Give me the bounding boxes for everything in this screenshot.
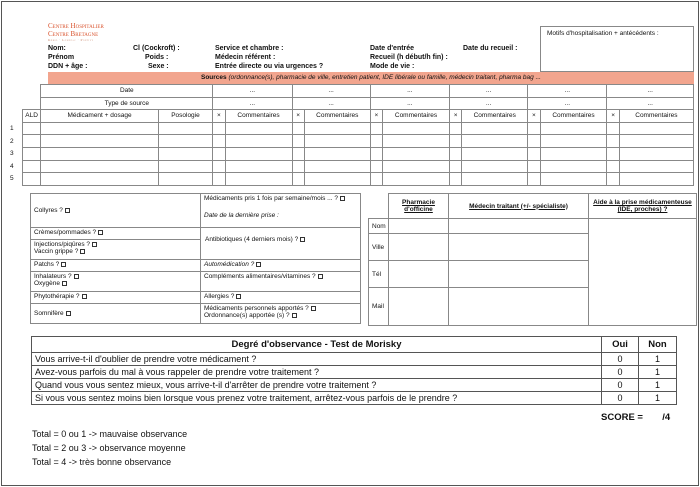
medecin-nom[interactable] xyxy=(449,219,589,234)
type-source-row xyxy=(10,97,694,110)
oxygene-checkbox[interactable] xyxy=(62,281,67,286)
morisky-non-value[interactable]: 1 xyxy=(639,366,677,379)
logo-sub: Kério · Loudéac · Pontivy xyxy=(48,38,94,42)
medication-cell[interactable] xyxy=(304,173,370,186)
medication-cell[interactable] xyxy=(528,173,540,186)
medication-cell[interactable] xyxy=(619,173,693,186)
type-cell[interactable]: ... xyxy=(528,97,607,110)
hospital-logo xyxy=(48,22,104,43)
medic-pris-checkbox[interactable] xyxy=(340,196,345,201)
phyto-checkbox[interactable] xyxy=(82,294,87,299)
cremes-checkbox[interactable] xyxy=(98,230,103,235)
medication-cell[interactable] xyxy=(449,173,461,186)
contacts-table xyxy=(368,193,697,326)
aide-cell[interactable] xyxy=(589,219,697,326)
motifs-box[interactable] xyxy=(540,26,694,72)
medication-cell[interactable] xyxy=(225,147,292,160)
motifs-label: Motifs d'hospitalisation + antécédents : xyxy=(547,30,659,37)
medication-cell[interactable] xyxy=(370,135,382,148)
medication-cell[interactable] xyxy=(619,122,693,135)
medication-cell[interactable] xyxy=(462,173,528,186)
ordonnance-checkbox[interactable] xyxy=(292,313,297,318)
morisky-question: Avez-vous parfois du mal à vous rappeler de prendre votre traitement ? xyxy=(32,366,602,379)
q-antibio-spacer xyxy=(201,228,361,260)
col-x: × xyxy=(370,110,382,123)
label-recueil: Recueil (h début/h fin) : xyxy=(370,54,448,61)
sources-detail: (ordonnance(s), pharmacie de ville, entretien patient, IDE libérale ou famille, médecin traitant, pharma bag ... xyxy=(226,74,541,81)
row-number: 2 xyxy=(10,137,14,145)
medication-cell[interactable] xyxy=(370,160,382,173)
sources-label: Sources xyxy=(201,74,227,81)
medication-cell[interactable] xyxy=(383,173,450,186)
morisky-non-value[interactable]: 1 xyxy=(639,379,677,392)
injections-checkbox[interactable] xyxy=(92,242,97,247)
morisky-non-value[interactable]: 1 xyxy=(639,353,677,366)
medication-row xyxy=(10,135,694,148)
morisky-oui-header: Oui xyxy=(602,337,639,353)
morisky-non-header: Non xyxy=(639,337,677,353)
medication-cell[interactable] xyxy=(462,122,528,135)
q-med-perso: Médicaments personnels apportés ? Ordonnance(s) apportée (s) ? xyxy=(201,304,361,324)
row-number: 5 xyxy=(10,175,14,183)
q-collyres: Collyres ? xyxy=(31,194,201,228)
score-max: /4 xyxy=(662,412,671,423)
medication-cell[interactable] xyxy=(41,173,158,186)
medication-cell[interactable] xyxy=(383,160,450,173)
row-mail: Mail xyxy=(369,288,389,326)
medication-cell[interactable] xyxy=(22,122,41,135)
medication-cell[interactable] xyxy=(540,147,607,160)
q-injections: Injections/piqûres ? Vaccin grippe ? xyxy=(31,240,201,260)
medication-cell[interactable] xyxy=(292,147,304,160)
medication-cell[interactable] xyxy=(22,147,41,160)
date-cell[interactable]: ... xyxy=(449,85,527,98)
medication-cell[interactable] xyxy=(607,173,619,186)
medication-cell[interactable] xyxy=(540,135,607,148)
medication-cell[interactable] xyxy=(22,135,41,148)
medication-cell[interactable] xyxy=(370,173,382,186)
type-cell[interactable]: ... xyxy=(370,97,449,110)
med-perso-checkbox[interactable] xyxy=(311,306,316,311)
medication-cell[interactable] xyxy=(213,160,225,173)
label-ddn: DDN + âge : xyxy=(48,63,88,70)
q-cremes: Crèmes/pommades ? xyxy=(31,228,201,240)
medication-cell[interactable] xyxy=(213,147,225,160)
date-cell[interactable]: ... xyxy=(607,85,694,98)
morisky-oui-value[interactable]: 0 xyxy=(602,379,639,392)
label-prenom: Prénom xyxy=(48,54,75,61)
col-commentaires: Commentaires xyxy=(383,110,450,123)
col-x: × xyxy=(213,110,225,123)
medication-cell[interactable] xyxy=(528,147,540,160)
medication-cell[interactable] xyxy=(607,160,619,173)
morisky-oui-value[interactable]: 0 xyxy=(602,392,639,405)
column-header-row xyxy=(10,110,694,123)
col-commentaires: Commentaires xyxy=(540,110,607,123)
medication-cell[interactable] xyxy=(22,173,41,186)
legend-line-1: Total = 0 ou 1 -> mauvaise observance xyxy=(32,429,188,439)
medication-cell[interactable] xyxy=(304,122,370,135)
legend-line-2: Total = 2 ou 3 -> observance moyenne xyxy=(32,443,186,453)
medication-cell[interactable] xyxy=(41,147,158,160)
vaccin-checkbox[interactable] xyxy=(80,249,85,254)
medication-cell[interactable] xyxy=(383,122,450,135)
medication-cell[interactable] xyxy=(304,147,370,160)
medication-cell[interactable] xyxy=(225,160,292,173)
col-x: × xyxy=(528,110,540,123)
row-number: 4 xyxy=(10,162,14,170)
type-cell[interactable]: ... xyxy=(213,97,292,110)
col-commentaires: Commentaires xyxy=(304,110,370,123)
medication-cell[interactable] xyxy=(41,160,158,173)
morisky-question: Vous arrive-t-il d'oublier de prendre votre médicament ? xyxy=(32,353,602,366)
medication-cell[interactable] xyxy=(225,122,292,135)
medication-cell[interactable] xyxy=(607,147,619,160)
q-antibio: Antibiotiques (4 derniers mois) ? xyxy=(205,236,305,243)
medication-cell[interactable] xyxy=(449,160,461,173)
morisky-oui-value[interactable]: 0 xyxy=(602,353,639,366)
col-posologie: Posologie xyxy=(158,110,213,123)
col-medicament: Médicament + dosage xyxy=(41,110,158,123)
medication-cell[interactable] xyxy=(449,135,461,148)
medication-cell[interactable] xyxy=(528,160,540,173)
medication-cell[interactable] xyxy=(619,135,693,148)
medication-cell[interactable] xyxy=(370,147,382,160)
q-phyto: Phytothérapie ? xyxy=(31,292,201,304)
medication-cell[interactable] xyxy=(225,135,292,148)
type-source-label: Type de source xyxy=(41,97,213,110)
morisky-question: Si vous vous sentez moins bien lorsque vous prenez votre traitement, arrêtez-vous parfois de le prendre ? xyxy=(32,392,602,405)
medication-cell[interactable] xyxy=(292,135,304,148)
pharmacie-nom[interactable] xyxy=(389,219,449,234)
medication-cell[interactable] xyxy=(158,147,213,160)
medication-row xyxy=(10,147,694,160)
date-label: Date xyxy=(41,85,213,98)
medication-cell[interactable] xyxy=(528,122,540,135)
medication-cell[interactable] xyxy=(158,135,213,148)
morisky-question: Quand vous vous sentez mieux, vous arrive-t-il d'arrêter de prendre votre traitement ? xyxy=(32,379,602,392)
label-poids: Poids : xyxy=(145,54,169,61)
type-cell[interactable]: ... xyxy=(292,97,370,110)
morisky-title: Degré d'observance - Test de Morisky xyxy=(32,337,602,353)
label-medecin-referent: Médecin référent : xyxy=(215,54,276,61)
somnifere-checkbox[interactable] xyxy=(66,311,71,316)
logo-line-1: Centre Hospitalier xyxy=(48,22,104,30)
pharmacie-tel[interactable] xyxy=(389,261,449,288)
medication-cell[interactable] xyxy=(41,135,158,148)
medecin-mail[interactable] xyxy=(449,288,589,326)
medication-cell[interactable] xyxy=(540,122,607,135)
q-allergies: Allergies ? xyxy=(201,292,361,304)
q-medic-pris: Médicaments pris 1 fois par semaine/mois ... ? xyxy=(201,194,361,211)
morisky-row xyxy=(32,353,677,366)
score xyxy=(601,412,670,423)
type-cell[interactable]: ... xyxy=(449,97,527,110)
medication-cell[interactable] xyxy=(462,147,528,160)
header-pharmacie: Pharmacie d'officine xyxy=(389,194,449,219)
label-date-entree: Date d'entrée xyxy=(370,45,415,52)
medication-cell[interactable] xyxy=(292,173,304,186)
medication-cell[interactable] xyxy=(158,160,213,173)
medication-cell[interactable] xyxy=(619,147,693,160)
medication-cell[interactable] xyxy=(292,122,304,135)
col-commentaires: Commentaires xyxy=(462,110,528,123)
medication-cell[interactable] xyxy=(41,122,158,135)
medication-cell[interactable] xyxy=(158,173,213,186)
pharmacie-ville[interactable] xyxy=(389,234,449,261)
inhalateurs-checkbox[interactable] xyxy=(74,274,79,279)
col-x: × xyxy=(292,110,304,123)
legend-line-3: Total = 4 -> très bonne observance xyxy=(32,457,172,467)
row-nom: Nom xyxy=(369,219,389,234)
col-commentaires: Commentaires xyxy=(619,110,693,123)
morisky-row xyxy=(32,366,677,379)
medication-cell[interactable] xyxy=(449,147,461,160)
morisky-row xyxy=(32,379,677,392)
morisky-rows xyxy=(32,353,677,405)
medication-cell[interactable] xyxy=(213,135,225,148)
label-cl: Cl (Cockroft) : xyxy=(133,45,180,52)
medication-cell[interactable] xyxy=(607,135,619,148)
date-cell[interactable]: ... xyxy=(528,85,607,98)
q-complements: Compléments alimentaires/vitamines ? xyxy=(201,272,361,292)
medication-row xyxy=(10,160,694,173)
medication-table xyxy=(10,84,694,186)
questions-table xyxy=(30,193,361,324)
header-aide: Aide à la prise médicamenteuse (IDE, proches) ? xyxy=(589,194,697,219)
logo-line-2: Centre Bretagne xyxy=(48,30,99,38)
sources-bar xyxy=(48,72,694,84)
q-somnifere: Somnifère xyxy=(31,304,201,324)
medication-cell[interactable] xyxy=(225,173,292,186)
medication-row xyxy=(10,173,694,186)
medication-cell[interactable] xyxy=(462,160,528,173)
row-tel: Tél xyxy=(369,261,389,288)
label-mode-vie: Mode de vie : xyxy=(370,63,415,70)
morisky-non-value[interactable]: 1 xyxy=(639,392,677,405)
medecin-tel[interactable] xyxy=(449,261,589,288)
col-x: × xyxy=(607,110,619,123)
medication-cell[interactable] xyxy=(619,160,693,173)
medication-row xyxy=(10,122,694,135)
medication-cell[interactable] xyxy=(383,147,450,160)
medication-cell[interactable] xyxy=(528,135,540,148)
medication-rows xyxy=(10,122,694,185)
medication-cell[interactable] xyxy=(462,135,528,148)
label-entree: Entrée directe ou via urgences ? xyxy=(215,63,324,70)
col-commentaires: Commentaires xyxy=(225,110,292,123)
row-number: 3 xyxy=(10,150,14,158)
row-number: 1 xyxy=(10,125,14,133)
q-derniere-prise: Date de la dernière prise : xyxy=(201,211,361,228)
antibio-checkbox[interactable] xyxy=(300,237,305,242)
form-page xyxy=(1,1,699,486)
label-nom: Nom: xyxy=(48,45,66,52)
date-cell[interactable]: ... xyxy=(213,85,292,98)
patchs-checkbox[interactable] xyxy=(61,262,66,267)
col-x: × xyxy=(449,110,461,123)
col-ald: ALD xyxy=(22,110,41,123)
label-date-recueil: Date du recueil : xyxy=(463,45,518,52)
type-cell[interactable]: ... xyxy=(607,97,694,110)
morisky-oui-value[interactable]: 0 xyxy=(602,366,639,379)
medication-cell[interactable] xyxy=(22,160,41,173)
morisky-table xyxy=(31,336,677,405)
medication-cell[interactable] xyxy=(607,122,619,135)
q-patchs: Patchs ? xyxy=(31,260,201,272)
medication-cell[interactable] xyxy=(158,122,213,135)
complements-checkbox[interactable] xyxy=(318,274,323,279)
medication-cell[interactable] xyxy=(213,173,225,186)
row-ville: Ville xyxy=(369,234,389,261)
q-inhalateurs: Inhalateurs ? Oxygène xyxy=(31,272,201,292)
automed-checkbox[interactable] xyxy=(256,262,261,267)
q-automed: Automédication ? xyxy=(201,260,361,272)
allergies-checkbox[interactable] xyxy=(236,294,241,299)
medication-cell[interactable] xyxy=(540,173,607,186)
medecin-ville[interactable] xyxy=(449,234,589,261)
medication-cell[interactable] xyxy=(304,135,370,148)
date-cell[interactable]: ... xyxy=(370,85,449,98)
morisky-row xyxy=(32,392,677,405)
medication-cell[interactable] xyxy=(383,135,450,148)
date-row xyxy=(10,85,694,98)
date-cell[interactable]: ... xyxy=(292,85,370,98)
medication-cell[interactable] xyxy=(213,122,225,135)
collyres-checkbox[interactable] xyxy=(65,208,70,213)
medication-cell[interactable] xyxy=(292,160,304,173)
label-sexe: Sexe : xyxy=(148,63,169,70)
header-medecin-traitant: Médecin traitant (+/- spécialiste) xyxy=(449,194,589,219)
medication-cell[interactable] xyxy=(449,122,461,135)
medication-cell[interactable] xyxy=(370,122,382,135)
medication-cell[interactable] xyxy=(304,160,370,173)
label-service: Service et chambre : xyxy=(215,45,284,52)
score-label: SCORE = xyxy=(601,412,643,423)
pharmacie-mail[interactable] xyxy=(389,288,449,326)
medication-cell[interactable] xyxy=(540,160,607,173)
